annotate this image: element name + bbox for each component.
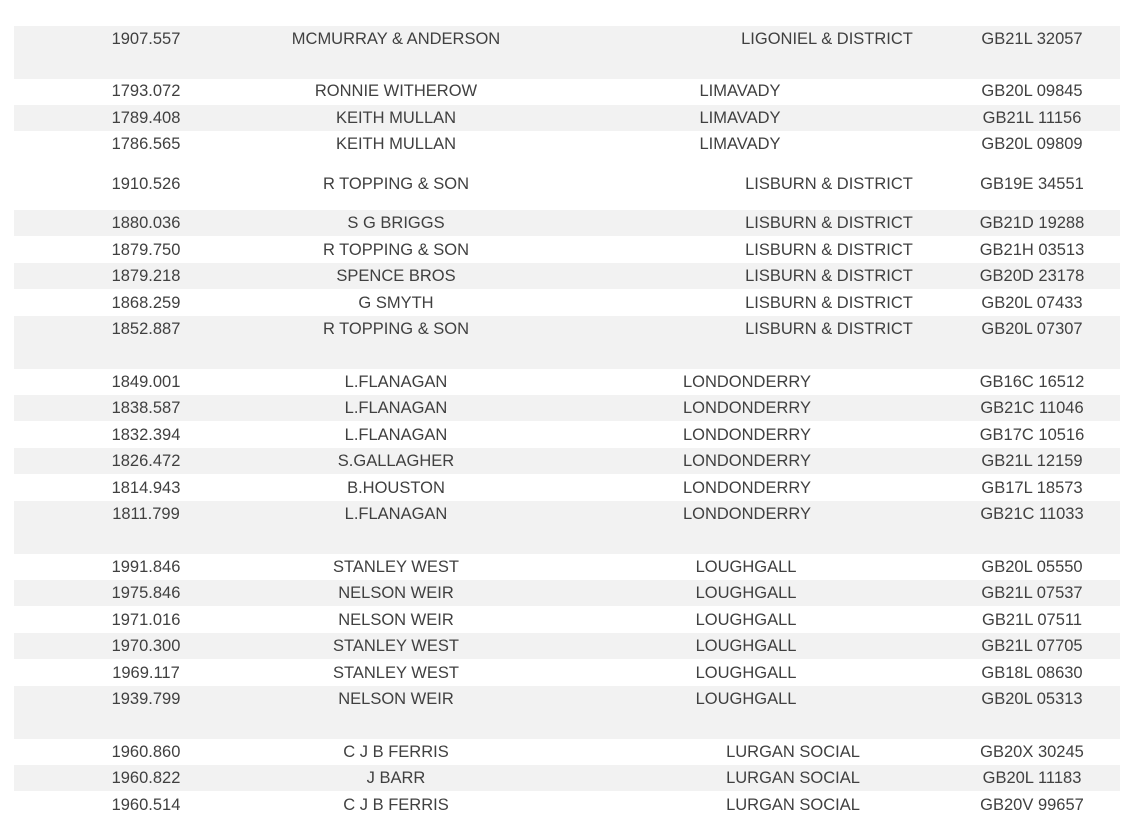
fancier-name-cell: S G BRIGGS [347, 214, 445, 232]
score-cell: 1960.860 [111, 743, 181, 761]
table-row [14, 78, 1120, 104]
table-row [14, 633, 1120, 659]
ring-number-cell: GB17C 10516 [979, 426, 1085, 444]
club-cell: LONDONDERRY [682, 505, 812, 523]
score-cell: 1971.016 [111, 611, 181, 629]
score-cell: 1910.526 [111, 175, 181, 193]
ring-number-cell: GB19E 34551 [980, 175, 1084, 193]
ring-number-cell: GB21L 07705 [981, 637, 1083, 655]
table-row [14, 369, 1120, 395]
fancier-name-cell: KEITH MULLAN [335, 135, 457, 153]
club-cell: LONDONDERRY [682, 399, 812, 417]
ring-number-cell: GB20X 30245 [980, 743, 1084, 761]
club-cell: LISBURN & DISTRICT [745, 241, 913, 259]
table-row [14, 448, 1120, 474]
ring-number-cell: GB18L 08630 [981, 664, 1083, 682]
club-cell: LIGONIEL & DISTRICT [741, 30, 913, 48]
score-cell: 1879.218 [111, 267, 181, 285]
fancier-name-cell: NELSON WEIR [338, 584, 454, 602]
ring-number-cell: GB20L 07307 [981, 320, 1083, 338]
ring-number-cell: GB21C 11033 [980, 505, 1084, 523]
club-cell: LOUGHGALL [695, 690, 797, 708]
table-row [14, 660, 1120, 686]
table-row [14, 422, 1120, 448]
fancier-name-cell: L.FLANAGAN [344, 399, 448, 417]
club-cell: LIMAVADY [699, 135, 781, 153]
club-cell: LONDONDERRY [682, 479, 812, 497]
score-cell: 1969.117 [112, 664, 180, 682]
table-row [14, 792, 1120, 818]
fancier-name-cell: NELSON WEIR [338, 611, 454, 629]
score-cell: 1793.072 [111, 82, 181, 100]
ring-number-cell: GB21L 07511 [982, 611, 1082, 629]
club-cell: LONDONDERRY [682, 426, 812, 444]
fancier-name-cell: C J B FERRIS [343, 743, 449, 761]
table-row [14, 290, 1120, 316]
score-cell: 1939.799 [111, 690, 181, 708]
club-cell: LOUGHGALL [695, 584, 797, 602]
fancier-name-cell: L.FLANAGAN [344, 426, 448, 444]
ring-number-cell: GB21D 19288 [979, 214, 1085, 232]
score-cell: 1789.408 [111, 109, 181, 127]
fancier-name-cell: J BARR [366, 769, 426, 787]
fancier-name-cell: L.FLANAGAN [344, 505, 448, 523]
ring-number-cell: GB20L 11183 [982, 769, 1082, 787]
ring-number-cell: GB16C 16512 [979, 373, 1085, 391]
ring-number-cell: GB20L 07433 [981, 294, 1083, 312]
club-cell: LISBURN & DISTRICT [745, 175, 913, 193]
score-cell: 1832.394 [111, 426, 181, 444]
table-row [14, 105, 1120, 131]
fancier-name-cell: NELSON WEIR [338, 690, 454, 708]
score-cell: 1960.822 [111, 769, 181, 787]
score-cell: 1879.750 [111, 241, 181, 259]
score-cell: 1880.036 [111, 214, 181, 232]
fancier-name-cell: S.GALLAGHER [337, 452, 455, 470]
club-cell: LISBURN & DISTRICT [745, 214, 913, 232]
fancier-name-cell: R TOPPING & SON [322, 320, 470, 338]
ring-number-cell: GB21H 03513 [979, 241, 1085, 259]
club-cell: LISBURN & DISTRICT [745, 267, 913, 285]
score-cell: 1868.259 [111, 294, 181, 312]
fancier-name-cell: R TOPPING & SON [322, 175, 470, 193]
table-row [14, 686, 1120, 739]
club-cell: LONDONDERRY [682, 452, 812, 470]
table-row [14, 237, 1120, 263]
score-cell: 1970.300 [111, 637, 181, 655]
fancier-name-cell: STANLEY WEST [333, 637, 459, 655]
club-cell: LURGAN SOCIAL [726, 769, 860, 787]
club-cell: LISBURN & DISTRICT [745, 320, 913, 338]
table-row [14, 210, 1120, 236]
ring-number-cell: GB20L 05313 [981, 690, 1083, 708]
table-row [14, 765, 1120, 791]
club-cell: LURGAN SOCIAL [726, 796, 860, 814]
ring-number-cell: GB20L 09845 [981, 82, 1083, 100]
table-row [14, 316, 1120, 369]
score-cell: 1826.472 [111, 452, 181, 470]
ring-number-cell: GB21L 32057 [981, 30, 1083, 48]
ring-number-cell: GB21L 12159 [981, 452, 1083, 470]
table-row [14, 395, 1120, 421]
club-cell: LURGAN SOCIAL [726, 743, 860, 761]
score-cell: 1786.565 [111, 135, 181, 153]
score-cell: 1960.514 [111, 796, 181, 814]
club-cell: LOUGHGALL [695, 611, 797, 629]
table-row [14, 739, 1120, 765]
fancier-name-cell: RONNIE WITHEROW [314, 82, 478, 100]
table-row [14, 554, 1120, 580]
score-cell: 1991.846 [111, 558, 181, 576]
score-cell: 1849.001 [111, 373, 181, 391]
ring-number-cell: GB21L 11156 [982, 109, 1082, 127]
fancier-name-cell: SPENCE BROS [336, 267, 456, 285]
score-cell: 1811.799 [112, 505, 180, 523]
fancier-name-cell: G SMYTH [358, 294, 434, 312]
ring-number-cell: GB20L 05550 [981, 558, 1083, 576]
fancier-name-cell: B.HOUSTON [347, 479, 445, 497]
club-cell: LOUGHGALL [695, 637, 797, 655]
fancier-name-cell: MCMURRAY & ANDERSON [291, 30, 501, 48]
club-cell: LONDONDERRY [682, 373, 812, 391]
score-cell: 1852.887 [111, 320, 181, 338]
score-cell: 1838.587 [111, 399, 181, 417]
club-cell: LOUGHGALL [695, 664, 797, 682]
table-row [14, 26, 1120, 79]
ring-number-cell: GB20L 09809 [981, 135, 1083, 153]
fancier-name-cell: STANLEY WEST [333, 558, 459, 576]
club-cell: LIMAVADY [699, 109, 781, 127]
ring-number-cell: GB20D 23178 [979, 267, 1085, 285]
table-row [14, 158, 1120, 210]
ring-number-cell: GB20V 99657 [980, 796, 1084, 814]
ring-number-cell: GB21C 11046 [980, 399, 1084, 417]
club-cell: LISBURN & DISTRICT [745, 294, 913, 312]
table-row [14, 131, 1120, 157]
score-cell: 1814.943 [111, 479, 181, 497]
fancier-name-cell: KEITH MULLAN [335, 109, 457, 127]
club-cell: LIMAVADY [699, 82, 781, 100]
fancier-name-cell: R TOPPING & SON [322, 241, 470, 259]
table-row [14, 475, 1120, 501]
score-cell: 1907.557 [111, 30, 181, 48]
table-row [14, 580, 1120, 606]
fancier-name-cell: STANLEY WEST [333, 664, 459, 682]
fancier-name-cell: L.FLANAGAN [344, 373, 448, 391]
score-cell: 1975.846 [111, 584, 181, 602]
table-row [14, 607, 1120, 633]
ring-number-cell: GB17L 18573 [981, 479, 1083, 497]
fancier-name-cell: C J B FERRIS [343, 796, 449, 814]
club-cell: LOUGHGALL [695, 558, 797, 576]
ring-number-cell: GB21L 07537 [981, 584, 1083, 602]
table-row [14, 501, 1120, 554]
table-row [14, 263, 1120, 289]
